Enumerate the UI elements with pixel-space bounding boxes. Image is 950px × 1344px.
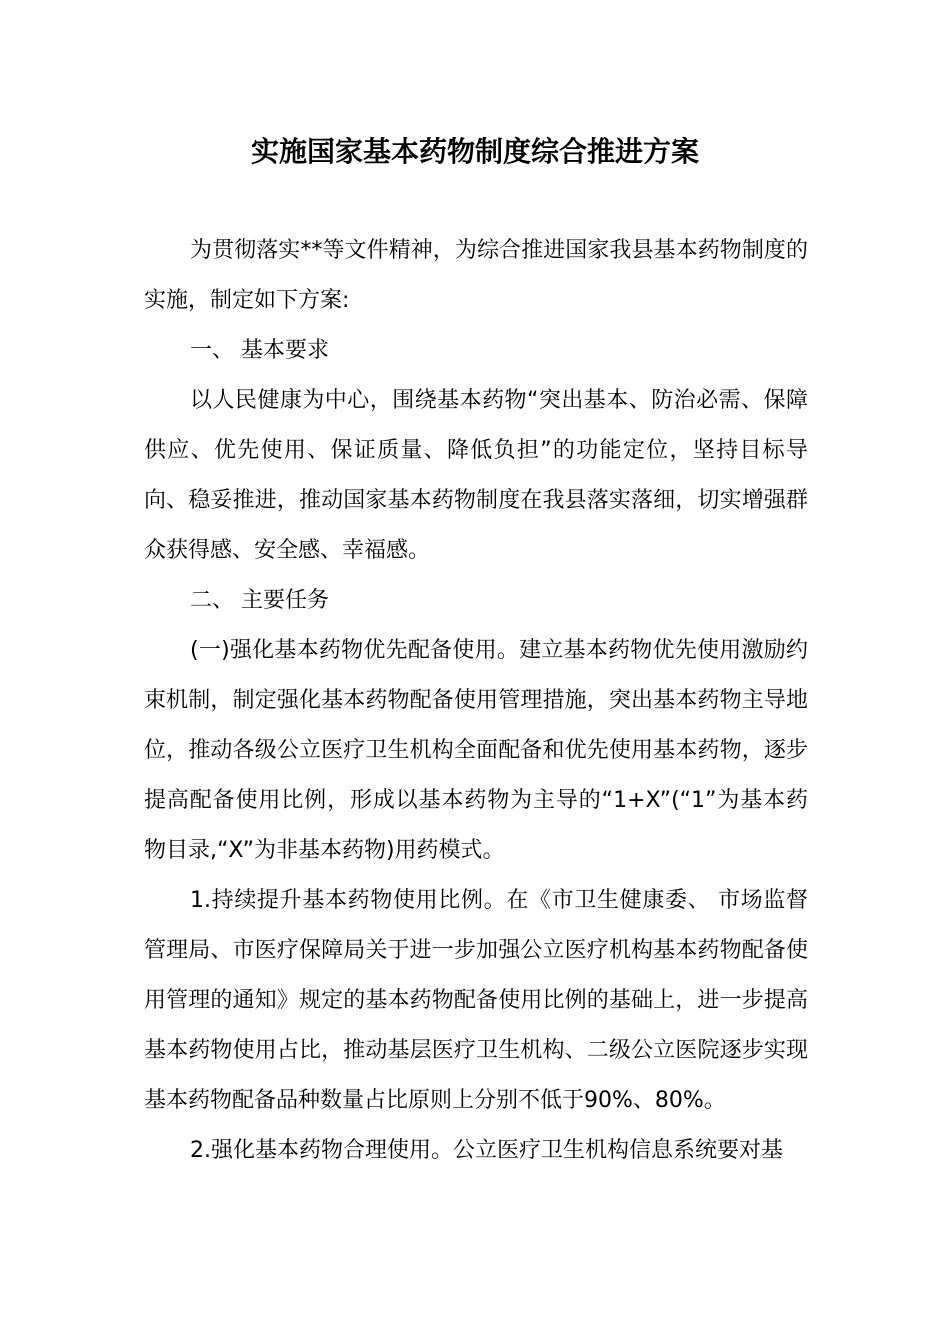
paragraph-task-1: (一)强化基本药物优先配备使用。建立基本药物优先使用激励约束机制，制定强化基本药物配备使用管理措施，突出基本药物主导地位，推动各级公立医疗卫生机构全面配备和优先使用基本药物，逐步提高配备使用比例，形成以基本药物为主导的“1+X”(“1”为基本药物目录,“X”为非基本药物)用药模式。 — [144, 638, 808, 863]
section-heading-main-tasks: 二、 主要任务 — [190, 588, 329, 613]
document-title: 实施国家基本药物制度综合推进方案 — [250, 135, 699, 168]
paragraph-intro: 为贯彻落实**等文件精神，为综合推进国家我县基本药物制度的实施，制定如下方案: — [144, 238, 808, 313]
paragraph-task-1-item-1: 1.持续提升基本药物使用比例。在《市卫生健康委、 市场监督管理局、市医疗保障局关于进一步加强公立医疗机构基本药物配备使用管理的通知》规定的基本药物配备使用比例的基础上，进一步提高基本药物使用占比，推动基层医疗卫生机构、二级公立医院逐步实现基本药物配备品种数量占比原则上分别不低于90%、80%。 — [144, 888, 808, 1113]
section-heading-basic-requirements: 一、 基本要求 — [190, 338, 329, 363]
paragraph-task-1-item-2: 2.强化基本药物合理使用。公立医疗卫生机构信息系统要对基 — [190, 1138, 783, 1163]
paragraph-basic-requirements: 以人民健康为中心，围绕基本药物“突出基本、防治必需、保障供应、优先使用、保证质量、降低负担”的功能定位，坚持目标导向、稳妥推进，推动国家基本药物制度在我县落实落细，切实增强群众获得感、安全感、幸福感。 — [144, 388, 808, 563]
document-body — [144, 226, 808, 1176]
